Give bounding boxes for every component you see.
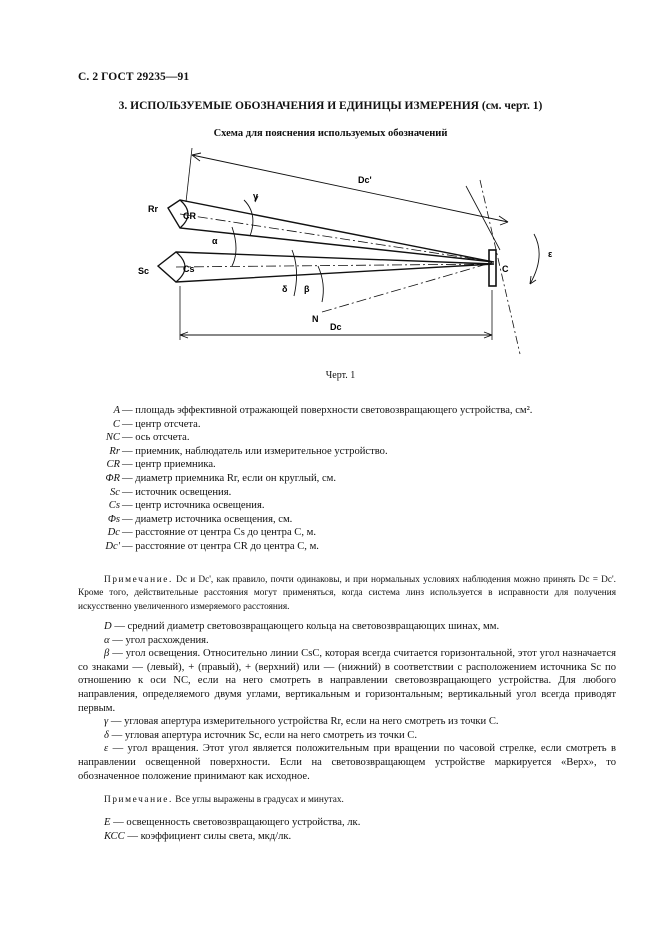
- def-row: α — угол расхождения.: [104, 634, 209, 646]
- note-label: Примечание.: [104, 575, 173, 585]
- label-n: N: [312, 314, 319, 324]
- definitions-list-2: [78, 620, 616, 783]
- label-epsilon: ε: [548, 249, 553, 259]
- def-row: ΦR — диаметр приемника Rr, если он круглый, см.: [105, 472, 337, 484]
- definitions-list-3: [78, 816, 616, 843]
- def-row: КСС — коэффициент силы света, мкд/лк.: [104, 830, 292, 842]
- label-sc: Sc: [138, 266, 150, 276]
- retroreflector: [489, 250, 496, 286]
- def-row: Φs — диаметр источника освещения, см.: [107, 513, 293, 525]
- label-dc: Dc: [330, 322, 342, 332]
- figure-caption: Черт. 1: [325, 370, 356, 381]
- def-row: γ — угловая апертура измерительного устройства Rr, если на него смотреть из точки C.: [104, 716, 499, 728]
- def-row: A — площадь эффективной отражающей поверхности световозвращающего устройства, см².: [113, 405, 533, 416]
- def-row: δ — угловая апертура источник Sc, если на него смотреть из точки C.: [104, 729, 418, 741]
- note-label: Примечание.: [104, 795, 173, 805]
- page-header: С. 2 ГОСТ 29235—91: [78, 71, 190, 83]
- note-1: [78, 574, 616, 614]
- receiver-beam: [168, 200, 494, 262]
- figure-title: Схема для пояснения используемых обозначений: [213, 128, 448, 139]
- def-row: Cs — центр источника освещения.: [108, 500, 265, 512]
- def-row: Dc — расстояние от центра Cs до центра C, м.: [107, 527, 317, 539]
- label-beta: β: [304, 284, 310, 294]
- def-row: β — угол освещения. Относительно линии CsC, которая всегда считается горизонтальной, этот угол назначается со знаками — (левый), + (правый), + (верхний) или — (нижний) в соответствии с расположением источника Sc по отношению к оси NC, если на него смотреть в направлении световозвращающего устройства. Для любого направления, определяемого двумя углами, вертикальным и горизонтальным; вертикальный угол всегда приводят первым.: [78, 648, 616, 714]
- label-gamma: γ: [253, 191, 259, 201]
- diagram: [0, 140, 661, 370]
- label-delta: δ: [282, 284, 288, 294]
- label-cs: Cs: [183, 264, 195, 274]
- def-row: Rr — приемник, наблюдатель или измерительное устройство.: [109, 445, 388, 457]
- def-row: D — средний диаметр световозвращающего кольца на световозвращающих шинах, мм.: [104, 621, 500, 632]
- def-row: C — центр отсчета.: [112, 418, 201, 430]
- definitions-list-1: [78, 404, 618, 554]
- note-text: Dc и Dc', как правило, почти одинаковы, и при нормальных условиях наблюдения можно принять Dc = Dc'. Кроме того, действительные расстояния могут применяться, когда система линз используется в исправности для получения искусственно увеличенного измеряемого расстояния.: [78, 575, 616, 612]
- note-text: Все углы выражены в градусах и минутах.: [175, 795, 344, 805]
- label-alpha: α: [212, 236, 218, 246]
- def-row: Dc' — расстояние от центра CR до центра C, м.: [105, 540, 319, 552]
- label-cr: CR: [183, 211, 196, 221]
- label-c: C: [502, 264, 509, 274]
- label-rr: Rr: [148, 204, 159, 214]
- def-row: E — освещенность световозвращающего устройства, лк.: [104, 817, 361, 828]
- def-row: ε — угол вращения. Этот угол является положительным при вращении по часовой стрелке, если смотреть в направлении освещенной поверхности. Если на световозвращающем устройстве маркируется «Верх», то обозначенное положение принимают как исходное.: [78, 743, 616, 782]
- def-row: Sc — источник освещения.: [110, 486, 232, 498]
- def-row: NC — ось отсчета.: [105, 432, 190, 444]
- note-2: [78, 794, 616, 807]
- label-dc-prime: Dc': [358, 175, 372, 185]
- section-title: 3. ИСПОЛЬЗУЕМЫЕ ОБОЗНАЧЕНИЯ И ЕДИНИЦЫ ИЗМЕРЕНИЯ (см. черт. 1): [118, 100, 543, 112]
- def-row: CR — центр приемника.: [106, 459, 216, 471]
